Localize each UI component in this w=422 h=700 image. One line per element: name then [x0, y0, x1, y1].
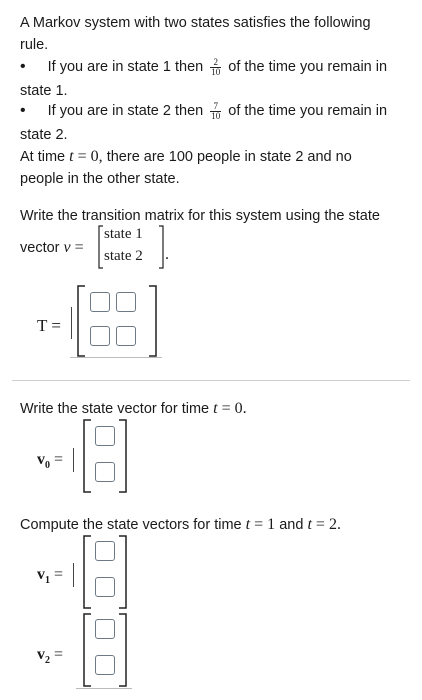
section-divider: [12, 380, 410, 381]
rule-1-cont: state 1.: [20, 83, 68, 99]
state-vector-label: vector v =: [20, 239, 84, 256]
rule-1-after: of the time you remain in: [228, 59, 388, 75]
matrix-input-1-1[interactable]: [90, 292, 110, 312]
fraction-2-10: $\frac{2}{10}$: [211, 56, 221, 77]
q3-text: Compute the state vectors for time t = 1 and t = 2.: [20, 516, 341, 533]
problem-intro-line2: rule.: [20, 37, 49, 53]
rule-2: [20, 100, 387, 122]
v2-input-1[interactable]: [95, 619, 115, 639]
state-vector-entry-2: state 2: [104, 248, 143, 264]
rule-1: [20, 56, 387, 78]
matrix-input-2-1[interactable]: [90, 326, 110, 346]
q1-text: Write the transition matrix for this system using the state: [20, 208, 380, 224]
v0-label: $v_0$ =: [37, 451, 64, 472]
v0-input-2[interactable]: [95, 462, 115, 482]
v1-label: $v_1$ =: [37, 566, 64, 587]
rule-2-after: of the time you remain in: [228, 103, 388, 119]
state-vector-period: .: [165, 246, 169, 263]
initial-condition-line1: At time t = 0, there are 100 people in state 2 and no: [20, 148, 352, 165]
text-cursor: [73, 448, 74, 472]
v2-input-2[interactable]: [95, 655, 115, 675]
initial-condition-line2: people in the other state.: [20, 171, 180, 187]
transition-matrix-label: T =: [37, 316, 61, 335]
v1-input-2[interactable]: [95, 577, 115, 597]
matrix-underline: [70, 357, 162, 358]
problem-intro-line1: A Markov system with two states satisfies the following: [20, 15, 371, 31]
v2-label: $v_2$ =: [37, 646, 64, 667]
state-vector-entry-1: state 1: [104, 226, 143, 242]
fraction-7-10: $\frac{7}{10}$: [211, 100, 221, 121]
v1-input-1[interactable]: [95, 541, 115, 561]
rule-2-cont: state 2.: [20, 127, 68, 143]
text-cursor: [71, 307, 72, 339]
v0-input-1[interactable]: [95, 426, 115, 446]
matrix-input-1-2[interactable]: [116, 292, 136, 312]
bullet-icon: •: [20, 102, 26, 119]
rule-2-before: If you are in state 2 then: [47, 103, 204, 119]
v2-underline: [76, 688, 132, 689]
matrix-input-2-2[interactable]: [116, 326, 136, 346]
text-cursor: [73, 563, 74, 587]
q2-text: Write the state vector for time t = 0.: [20, 400, 247, 417]
bullet-icon: •: [20, 58, 26, 75]
rule-1-before: If you are in state 1 then: [47, 59, 204, 75]
